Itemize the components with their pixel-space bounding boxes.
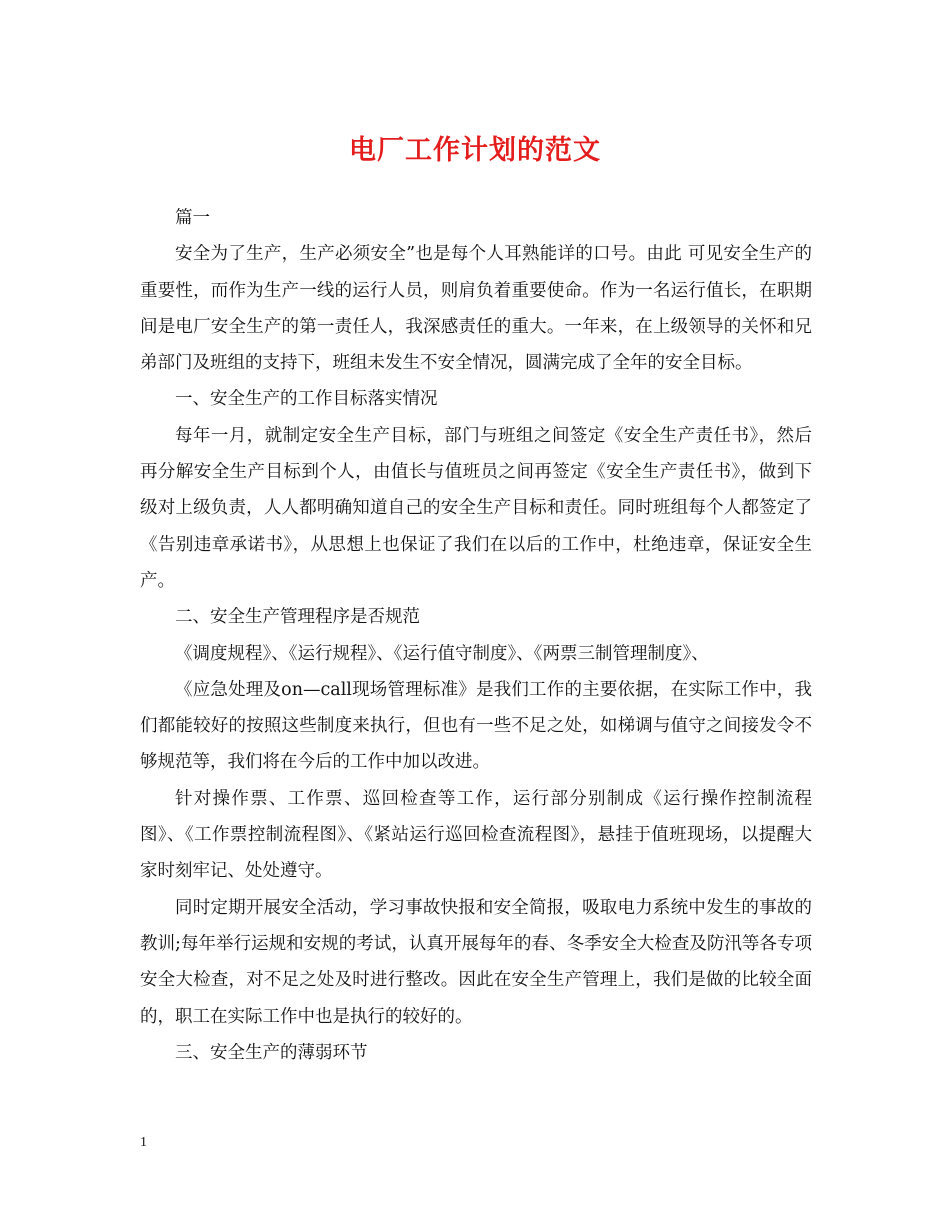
paragraph-regulations-list: 《调度规程》、《运行规程》、《运行值守制度》、《两票三制管理制度》、 — [175, 643, 709, 664]
document-body — [140, 200, 812, 1071]
heading-section-2: 二、安全生产管理程序是否规范 — [175, 607, 420, 628]
paragraph-section-label: 篇一 — [175, 208, 210, 228]
paragraph-flowcharts: 针对操作票、工作票、巡回检查等工作，运行部分别制成《运行操作控制流程图》、《工作票控制流程图》、《紧站运行巡回检查流程图》，悬挂于值班现场，以提醒大家时刻牢记、处处遵守。 — [140, 788, 812, 882]
paragraph-section-2: 《应急处理及on—call现场管理标准》是我们工作的主要依据，在实际工作中，我们都能较好的按照这些制度来执行，但也有一些不足之处，如梯调与值守之间接发令不够规范等，我们将在今后的工作中加以改进。 — [140, 679, 812, 773]
page-title: 电厂工作计划的范文 — [349, 135, 601, 166]
heading-section-3: 三、安全生产的薄弱环节 — [175, 1042, 368, 1063]
heading-section-1: 一、安全生产的工作目标落实情况 — [175, 389, 438, 410]
paragraph-section-1: 每年一月，就制定安全生产目标，部门与班组之间签定《安全生产责任书》，然后再分解安全生产目标到个人，由值长与值班员之间再签定《安全生产责任书》，做到下级对上级负责，人人都明确知道自己的安全生产目标和责任。同时班组每个人都签定了《告别违章承诺书》，从思想上也保证了我们在以后的工作中，杜绝违章，保证安全生产。 — [140, 425, 812, 591]
page-number: 1 — [140, 1135, 147, 1150]
paragraph-safety-activities: 同时定期开展安全活动，学习事故快报和安全简报，吸取电力系统中发生的事故的教训;每年举行运规和安规的考试，认真开展每年的春、冬季安全大检查及防汛等各专项安全大检查，对不足之处及时进行整改。因此在安全生产管理上，我们是做的比较全面的，职工在实际工作中也是执行的较好的。 — [140, 897, 812, 1027]
paragraph-intro: 安全为了生产，生产必须安全”也是每个人耳熟能详的口号。由此 可见安全生产的重要性，而作为生产一线的运行人员，则肩负着重要使命。作为一名运行值长，在职期间是电厂安全生产的第一责任人，我深感责任的重大。一年来，在上级领导的关怀和兄弟部门及班组的支持下，班组未发生不安全情况，圆满完成了全年的安全目标。 — [140, 244, 812, 374]
